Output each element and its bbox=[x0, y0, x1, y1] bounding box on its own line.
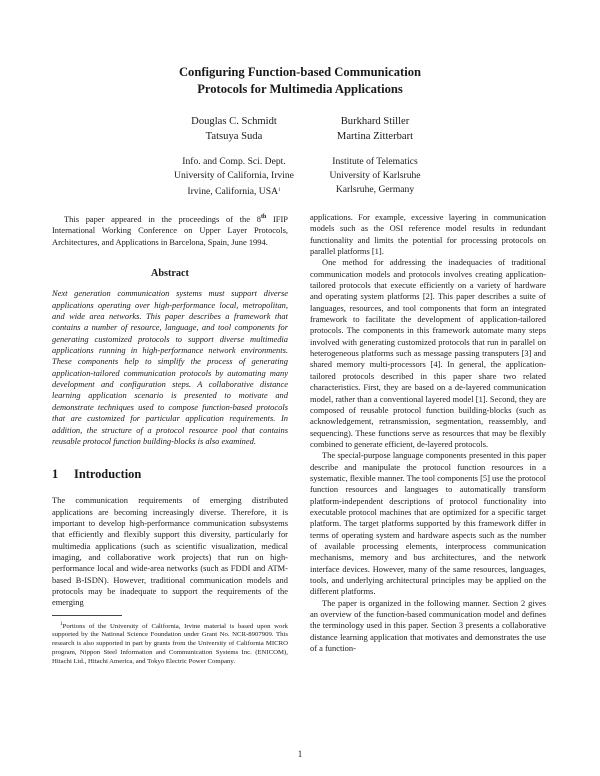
body-paragraph: One method for addressing the inadequacies of traditional communication models and protocols involves creating application-tailored protocols that execute efficiently on a variety of hardware and operating system platforms [2]. This paper describes a suite of languages, resources, and tool components that form an integrated framework to facilitate the development of application-tailored protocols. The components in this framework automate many steps involved with generating customized protocols that run in parallel on heterogeneous platforms such as message passing transputers [3] and shared memory multi-processors [4]. In general, the application-tailored protocols described in this paper share two related characteristics. First, they are based on a de-layered communication model, rather than a conventional layered model [1]. Second, they are composed of reusable protocol function building-blocks (such as acknowledgement, retransmission, segmentation, reassembly, and sequencing). These functions serve as resources that may be flexibly combined to generate efficient, de-layered protocols. bbox=[310, 257, 546, 449]
abstract-text: Next generation communication systems must support diverse applications operating over high-performance local, metropolitan, and wide area networks. This paper describes a framework that contains a number of resource, language, and tool components for generating customized protocols to support diverse multimedia applications running in high-performance network environments. These components help to simplify the process of generating application-tailored communication protocols by automating many development and configuration steps. A collaborative distance learning application scenario is presented to motivate and demonstrate techniques used to compose function-based protocols that are customized for particular application requirements. In addition, the structure of a protocol resource pool that contains reusable protocol function building-blocks is also examined. bbox=[52, 288, 288, 446]
section-number: 1 bbox=[52, 467, 59, 482]
body-paragraph: The special-purpose language components presented in this paper describe and manipulate the protocol function resources in a systematic, flexible manner. The tool components [5] use the protocol function resources and languages to automatically transform platform-independent descriptions of protocol functionality into executable protocol machines that are optimized for a specific target platform. The target platforms supported by this framework differ in terms of operating system and hardware aspects such as the number of available processing elements, interprocess communication mechanisms, memory and bus architectures, and the network interface devices. However, many of the same resources, languages, tools, and underlying architectural principles may be applied on the different platforms. bbox=[310, 450, 546, 597]
abstract-heading: Abstract bbox=[151, 268, 189, 280]
title-line-1: Configuring Function-based Communication bbox=[178, 65, 422, 79]
affiliation-location: Irvine, California, USA$^1$ bbox=[187, 186, 281, 197]
author-name: Burkhard Stiller bbox=[340, 116, 410, 127]
section-title: Introduction bbox=[74, 467, 142, 482]
author-name: Tatsuya Suda bbox=[205, 131, 263, 142]
title-line-2: Protocols for Multimedia Applications bbox=[197, 82, 403, 96]
affiliation-dept: Institute of Telematics bbox=[332, 156, 418, 167]
footnote-marker: 1 bbox=[278, 187, 281, 193]
affiliation-location: Karlsruhe, Germany bbox=[335, 184, 415, 195]
paper-title bbox=[0, 64, 600, 98]
body-paragraph: applications. For example, excessive layering in communication models such as the OSI reference model results in redundant functionality and limits the potential for processing protocols on parallel platforms [1]. bbox=[310, 212, 546, 257]
author-block-left bbox=[150, 114, 318, 199]
author-name: Douglas C. Schmidt bbox=[191, 116, 277, 127]
introduction-paragraph: The communication requirements of emerging distributed applications are becoming increasingly diverse. Therefore, it is important to develop high-performance communication subsystems that efficiently and flexibly support this diversity, particularly for multimedia applications (such as scientific visualization, medical imaging, and collaborative work projects) that run on high-performance local and wide-area networks (such as FDDI and ATM-based B-ISDN). However, traditional communication models and protocols may be inadequate to support the requirements of the emerging bbox=[52, 495, 288, 608]
footnote-rule bbox=[52, 615, 122, 616]
proceedings-note: This paper appeared in the proceedings of the 8th IFIP International Working Conference on Upper Layer Protocols, Architectures, and Applications in Barcelona, Spain, June 1994. bbox=[52, 214, 288, 247]
section-heading-introduction bbox=[52, 467, 288, 482]
affiliation-university: University of Karlsruhe bbox=[329, 170, 421, 181]
right-column bbox=[310, 212, 546, 654]
affiliation-dept: Info. and Comp. Sci. Dept. bbox=[182, 156, 286, 167]
affiliation-university: University of California, Irvine bbox=[174, 170, 294, 181]
footnote: $^1$Portions of the University of California, Irvine material is based upon work supported by the National Science Foundation under Grant No. NCR-8907909. This research is also supported in part by grants from the University of California MICRO program, Nippon Steel Information and Communication Systems Inc. (ENICOM), Hitachi Ltd., Hitachi America, and Tokyo Electric Power Company. bbox=[52, 620, 288, 665]
body-paragraph: The paper is organized in the following manner. Section 2 gives an overview of the function-based communication model and defines the terminology used in this paper. Section 3 presents a collaborative distance learning application that motivates and demonstrates the use of a function- bbox=[310, 597, 546, 654]
author-block-right bbox=[300, 114, 450, 197]
page-number: 1 bbox=[297, 749, 303, 759]
author-name: Martina Zitterbart bbox=[336, 131, 414, 142]
left-column bbox=[52, 212, 288, 666]
